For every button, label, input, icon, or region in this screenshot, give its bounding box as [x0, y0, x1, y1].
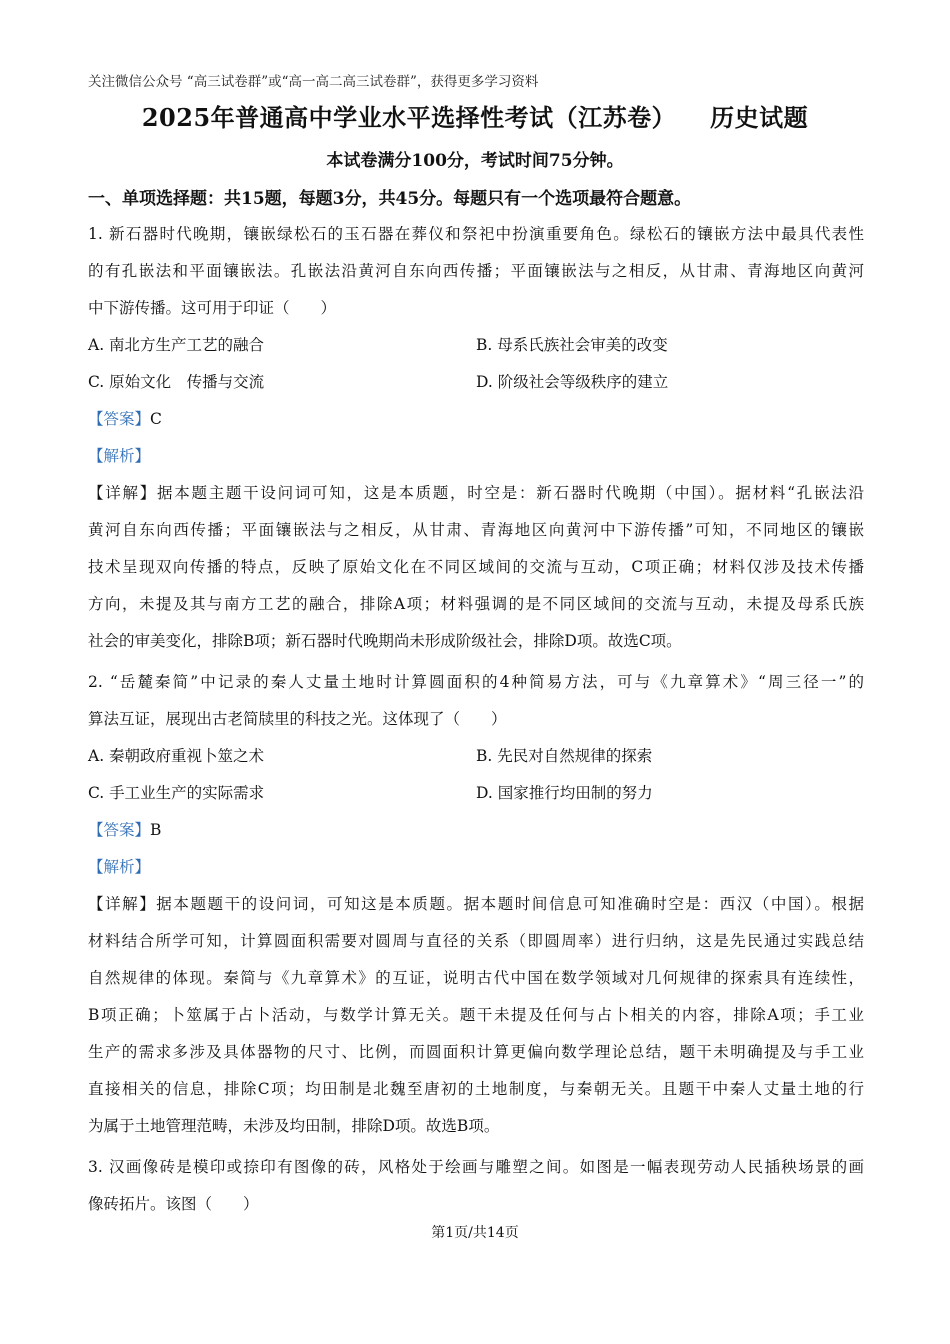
- option-c: C. 手工业生产的实际需求: [88, 784, 265, 802]
- detail-line: 直接相关的信息，排除C项；均田制是北魏至唐初的土地制度，与秦朝无关。且题干中秦人丈量土地的行: [88, 1080, 864, 1098]
- section-heading: 一、单项选择题：共15题，每题3分，共45分。每题只有一个选项最符合题意。: [88, 189, 692, 209]
- analysis-tag: 【解析】: [88, 447, 151, 465]
- detail-line: 自然规律的体现。秦简与《九章算术》的互证，说明古代中国在数学领域对几何规律的探索具有连续性，: [88, 969, 864, 987]
- option-a: A. 秦朝政府重视卜筮之术: [88, 747, 265, 765]
- answer-value: C: [150, 410, 162, 428]
- detail-line: 社会的审美变化，排除B项；新石器时代晚期尚未形成阶级社会，排除D项。故选C项。: [88, 632, 682, 650]
- question-line: 3. 汉画像砖是模印或捺印有图像的砖，风格处于绘画与雕塑之间。如图是一幅表现劳动人民插秧场景的画: [88, 1158, 864, 1176]
- answer-value: B: [150, 821, 162, 839]
- question-1-options-row-2: [88, 364, 864, 401]
- answer-tag: 【答案】: [88, 410, 151, 428]
- title-subject: 历史试题: [710, 103, 809, 132]
- question-line: 的有孔嵌法和平面镶嵌法。孔嵌法沿黄河自东向西传播；平面镶嵌法与之相反，从甘肃、青海地区向黄河: [88, 262, 864, 280]
- detail-line: 生产的需求多涉及具体器物的尺寸、比例，而圆面积计算更偏向数学理论总结，题干未明确提及与手工业: [88, 1043, 864, 1061]
- question-2-stem: [88, 664, 864, 738]
- question-1-stem: [88, 216, 864, 327]
- question-line: 中下游传播。这可用于印证（ ）: [88, 299, 337, 317]
- detail-tag: 【详解】: [88, 484, 157, 502]
- question-2-options-row-2: [88, 775, 864, 812]
- analysis-tag: 【解析】: [88, 858, 151, 876]
- question-line: 算法互证，展现出古老简牍里的科技之光。这体现了（ ）: [88, 710, 507, 728]
- question-line: 1. 新石器时代晚期，镶嵌绿松石的玉石器在葬仪和祭祀中扮演重要角色。绿松石的镶嵌方法中最具代表性: [88, 225, 864, 243]
- option-c: C. 原始文化 传播与交流: [88, 373, 265, 391]
- question-line: 像砖拓片。该图（ ）: [88, 1195, 259, 1213]
- detail-line: 黄河自东向西传播；平面镶嵌法与之相反，从甘肃、青海地区向黄河中下游传播”可知，不同地区的镶嵌: [88, 521, 864, 539]
- detail-line: 方向，未提及其与南方工艺的融合，排除A项；材料强调的是不同区域间的交流与互动，未提及母系氏族: [88, 595, 864, 613]
- detail-line: B项正确；卜筮属于占卜活动，与数学计算无关。题干未提及任何与占卜相关的内容，排除A项；手工业: [88, 1006, 864, 1024]
- title-main: 2025年普通高中学业水平选择性考试（江苏卷）: [141, 103, 677, 132]
- question-1-options-row-1: [88, 327, 864, 364]
- detail-line: 技术呈现双向传播的特点，反映了原始文化在不同区域间的交流与互动，C项正确；材料仅涉及技术传播: [88, 558, 864, 576]
- detail-tag: 【详解】: [88, 895, 157, 913]
- exam-info: 本试卷满分100分，考试时间75分钟。: [326, 151, 624, 171]
- detail-line: 据本题主题干设问词可知，这是本质题，时空是：新石器时代晚期（中国）。据材料“孔嵌法沿: [156, 484, 864, 502]
- page-number: 第1页/共14页: [431, 1225, 519, 1241]
- question-2-options-row-1: [88, 738, 864, 775]
- detail-line: 为属于土地管理范畴，未涉及均田制，排除D项。故选B项。: [88, 1117, 500, 1135]
- page-title: [0, 98, 950, 133]
- header-note: 关注微信公众号 “高三试卷群”或“高一高二高三试卷群”，获得更多学习资料: [88, 74, 539, 90]
- option-a: A. 南北方生产工艺的融合: [88, 336, 265, 354]
- question-3-stem: [88, 1149, 864, 1223]
- question-2-detail: [88, 886, 864, 1145]
- option-b: B. 母系氏族社会审美的改变: [476, 336, 668, 354]
- question-1-answer: [88, 401, 864, 475]
- answer-tag: 【答案】: [88, 821, 151, 839]
- option-d: D. 阶级社会等级秩序的建立: [476, 373, 669, 391]
- detail-line: 据本题题干的设问词，可知这是本质题。据本题时间信息可知准确时空是：西汉（中国）。根据: [156, 895, 864, 913]
- question-1-detail: [88, 475, 864, 660]
- option-d: D. 国家推行均田制的努力: [476, 784, 653, 802]
- question-line: 2. “岳麓秦简”中记录的秦人丈量土地时计算圆面积的4种简易方法，可与《九章算术》“周三径一”的: [88, 673, 864, 691]
- question-2-answer: [88, 812, 864, 886]
- option-b: B. 先民对自然规律的探索: [476, 747, 653, 765]
- detail-line: 材料结合所学可知，计算圆面积需要对圆周与直径的关系（即圆周率）进行归纳，这是先民通过实践总结: [88, 932, 864, 950]
